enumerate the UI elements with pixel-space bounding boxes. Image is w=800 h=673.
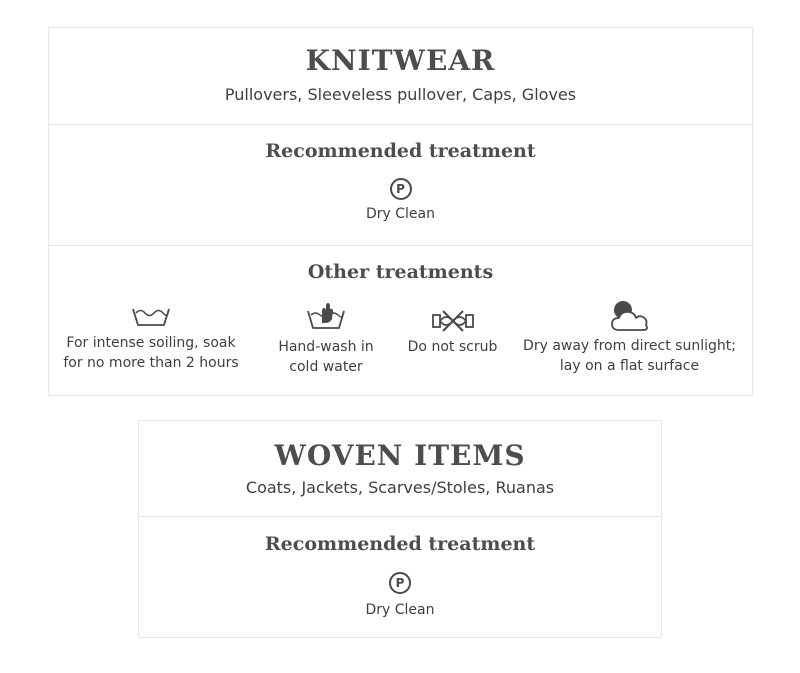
hand-wash-icon bbox=[305, 301, 347, 331]
treatment-dry-in-shade bbox=[507, 299, 752, 376]
treatment-line: Dry away from direct sunlight; bbox=[523, 338, 736, 354]
knitwear-title: KNITWEAR bbox=[305, 44, 496, 77]
knitwear-recommended bbox=[49, 140, 752, 224]
dry-in-shade-icon bbox=[609, 299, 651, 333]
recommended-label: Dry Clean bbox=[365, 206, 435, 222]
soak-wash-tub-icon bbox=[130, 304, 172, 328]
do-not-scrub-icon bbox=[431, 310, 475, 332]
professional-dry-clean-p-icon: P bbox=[389, 572, 411, 594]
treatment-line: cold water bbox=[289, 359, 363, 375]
woven-title: WOVEN ITEMS bbox=[274, 439, 526, 472]
woven-items-card bbox=[138, 420, 662, 638]
treatment-do-not-scrub bbox=[399, 310, 506, 357]
treatment-line: lay on a flat surface bbox=[559, 358, 700, 374]
divider bbox=[139, 516, 661, 517]
treatment-line: Do not scrub bbox=[407, 339, 498, 355]
treatment-hand-wash bbox=[254, 301, 398, 377]
knitwear-card bbox=[48, 27, 753, 396]
divider bbox=[49, 245, 752, 246]
recommended-label: Dry Clean bbox=[365, 602, 435, 618]
knitwear-items: Pullovers, Sleeveless pullover, Caps, Gloves bbox=[224, 85, 577, 104]
treatment-soak bbox=[49, 304, 253, 373]
knitwear-other bbox=[49, 261, 752, 283]
recommended-heading: Recommended treatment bbox=[265, 140, 536, 162]
professional-dry-clean-p-icon: P bbox=[390, 178, 412, 200]
treatment-line: for no more than 2 hours bbox=[63, 355, 239, 371]
other-treatments-heading: Other treatments bbox=[307, 261, 494, 283]
divider bbox=[49, 124, 752, 125]
treatment-line: Hand-wash in bbox=[278, 339, 374, 355]
knitwear-header bbox=[49, 44, 752, 104]
treatment-line: For intense soiling, soak bbox=[66, 335, 236, 351]
woven-recommended bbox=[139, 533, 661, 620]
woven-header bbox=[139, 439, 661, 497]
recommended-heading: Recommended treatment bbox=[264, 533, 536, 555]
woven-items: Coats, Jackets, Scarves/Stoles, Ruanas bbox=[245, 478, 555, 497]
